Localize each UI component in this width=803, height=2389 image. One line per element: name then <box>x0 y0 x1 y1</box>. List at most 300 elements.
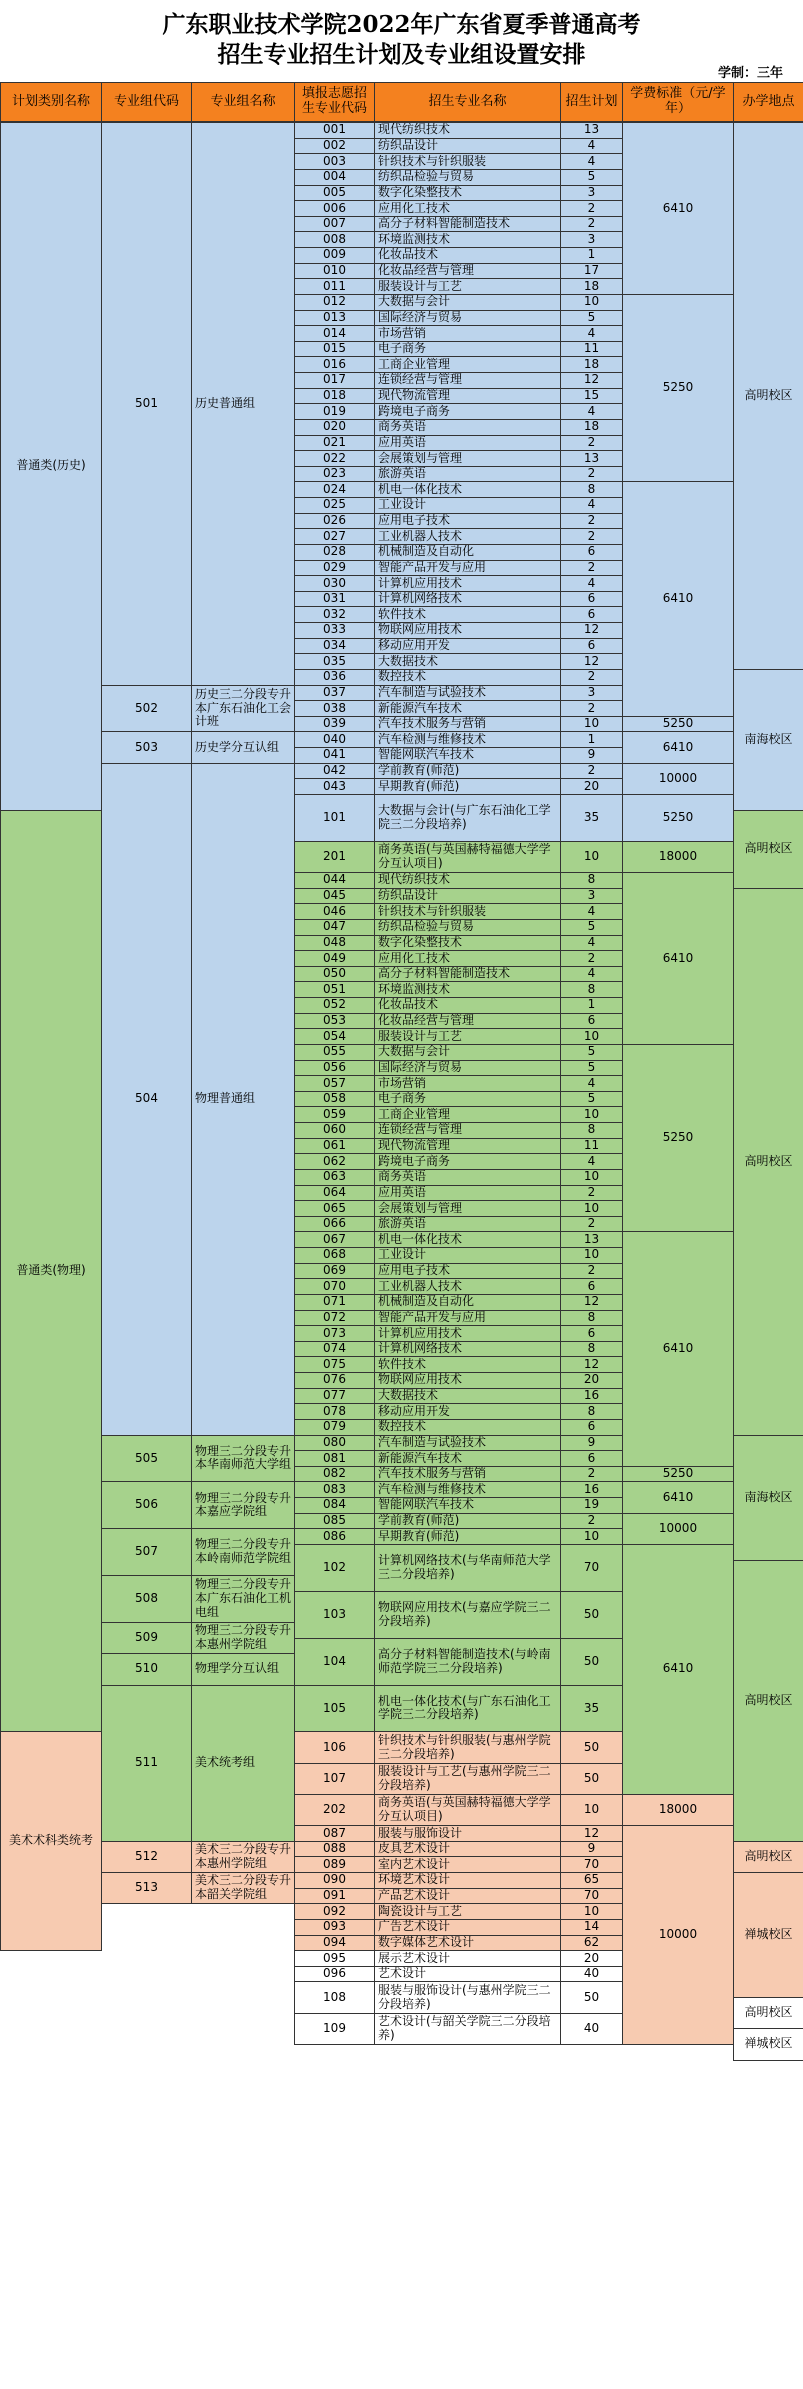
major-code: 063 <box>294 1169 375 1186</box>
enrollment-plan: 12 <box>560 622 623 639</box>
major-code: 043 <box>294 778 375 795</box>
major-code: 009 <box>294 247 375 264</box>
tuition-fee: 5250 <box>622 1466 734 1483</box>
enrollment-plan: 2 <box>560 1216 623 1233</box>
major-name: 智能网联汽车技术 <box>374 1497 561 1514</box>
campus-location: 高明校区 <box>733 888 803 1436</box>
group-code: 511 <box>101 1685 192 1842</box>
enrollment-plan: 4 <box>560 966 623 983</box>
major-name: 数控技术 <box>374 669 561 686</box>
enrollment-plan: 6 <box>560 544 623 561</box>
enrollment-plan: 40 <box>560 2013 623 2045</box>
enrollment-plan: 62 <box>560 1935 623 1952</box>
major-name: 数字化染整技术 <box>374 935 561 952</box>
major-code: 018 <box>294 388 375 405</box>
major-code: 050 <box>294 966 375 983</box>
enrollment-plan: 35 <box>560 1685 623 1733</box>
major-code: 088 <box>294 1841 375 1858</box>
major-code: 077 <box>294 1388 375 1405</box>
major-name: 汽车制造与试验技术 <box>374 1435 561 1452</box>
enrollment-plan: 5 <box>560 310 623 327</box>
enrollment-plan: 35 <box>560 794 623 842</box>
group-name: 历史三二分段专升本广东石油化工会计班 <box>191 685 295 733</box>
enrollment-plan: 12 <box>560 1294 623 1311</box>
enrollment-plan: 1 <box>560 247 623 264</box>
major-code: 004 <box>294 169 375 186</box>
major-name: 早期教育(师范) <box>374 778 561 795</box>
column-header: 招生计划 <box>560 82 623 122</box>
enrollment-plan: 10 <box>560 716 623 733</box>
major-code: 093 <box>294 1919 375 1936</box>
enrollment-plan: 14 <box>560 1919 623 1936</box>
major-name: 室内艺术设计 <box>374 1856 561 1873</box>
major-name: 物联网应用技术(与嘉应学院三二分段培养) <box>374 1591 561 1639</box>
enrollment-plan: 4 <box>560 1075 623 1092</box>
major-name: 化妆品经营与管理 <box>374 1013 561 1030</box>
enrollment-plan: 4 <box>560 903 623 920</box>
group-name: 历史学分互认组 <box>191 731 295 763</box>
major-code: 091 <box>294 1888 375 1905</box>
group-code: 509 <box>101 1622 192 1654</box>
enrollment-plan: 2 <box>560 1185 623 1202</box>
major-code: 046 <box>294 903 375 920</box>
major-name: 软件技术 <box>374 606 561 623</box>
enrollment-plan: 10 <box>560 1200 623 1217</box>
column-header: 专业组名称 <box>191 82 295 122</box>
major-name: 连锁经营与管理 <box>374 1122 561 1139</box>
major-name: 移动应用开发 <box>374 638 561 655</box>
column-header: 招生专业名称 <box>374 82 561 122</box>
major-name: 服装与服饰设计 <box>374 1825 561 1842</box>
tuition-fee: 18000 <box>622 1794 734 1826</box>
major-code: 053 <box>294 1013 375 1030</box>
enrollment-plan: 2 <box>560 1263 623 1280</box>
major-code: 070 <box>294 1278 375 1295</box>
major-name: 服装设计与工艺(与惠州学院三二分段培养) <box>374 1763 561 1795</box>
group-name: 美术三二分段专升本惠州学院组 <box>191 1841 295 1873</box>
major-code: 011 <box>294 278 375 295</box>
major-name: 环境监测技术 <box>374 231 561 248</box>
group-code: 508 <box>101 1575 192 1623</box>
major-code: 202 <box>294 1794 375 1826</box>
enrollment-plan: 2 <box>560 950 623 967</box>
enrollment-plan: 50 <box>560 1591 623 1639</box>
enrollment-plan: 2 <box>560 435 623 452</box>
enrollment-plan: 50 <box>560 1731 623 1763</box>
enrollment-plan: 10 <box>560 1528 623 1545</box>
major-code: 108 <box>294 1981 375 2013</box>
group-code: 503 <box>101 731 192 763</box>
enrollment-plan: 17 <box>560 263 623 280</box>
major-code: 078 <box>294 1403 375 1420</box>
enrollment-plan: 11 <box>560 341 623 358</box>
enrollment-plan: 2 <box>560 466 623 483</box>
enrollment-plan: 10 <box>560 1028 623 1045</box>
major-name: 针织技术与针织服装(与惠州学院三二分段培养) <box>374 1731 561 1763</box>
group-name: 物理三二分段专升本惠州学院组 <box>191 1622 295 1654</box>
enrollment-plan: 11 <box>560 1138 623 1155</box>
major-name: 艺术设计(与韶关学院三二分段培养) <box>374 2013 561 2045</box>
major-code: 022 <box>294 450 375 467</box>
major-name: 数字化染整技术 <box>374 185 561 202</box>
major-name: 智能产品开发与应用 <box>374 1310 561 1327</box>
major-name: 计算机应用技术 <box>374 575 561 592</box>
enrollment-plan: 4 <box>560 935 623 952</box>
title-line-2: 招生专业招生计划及专业组设置安排 <box>217 41 586 68</box>
enrollment-plan: 50 <box>560 1638 623 1686</box>
title-line-1: 广东职业技术学院2022年广东省夏季普通高考 <box>162 11 641 38</box>
major-name: 现代物流管理 <box>374 1138 561 1155</box>
enrollment-plan: 2 <box>560 216 623 233</box>
major-code: 024 <box>294 481 375 498</box>
major-name: 工业设计 <box>374 1247 561 1264</box>
enrollment-plan: 4 <box>560 575 623 592</box>
major-name: 计算机网络技术 <box>374 1341 561 1358</box>
tuition-fee: 10000 <box>622 1825 734 2045</box>
major-name: 跨境电子商务 <box>374 1153 561 1170</box>
major-name: 服装设计与工艺 <box>374 1028 561 1045</box>
tuition-fee: 6410 <box>622 1544 734 1795</box>
major-name: 机电一体化技术 <box>374 481 561 498</box>
enrollment-plan: 13 <box>560 122 623 139</box>
enrollment-plan: 6 <box>560 591 623 608</box>
major-name: 市场营销 <box>374 1075 561 1092</box>
major-code: 107 <box>294 1763 375 1795</box>
major-code: 048 <box>294 935 375 952</box>
group-code: 504 <box>101 763 192 1436</box>
major-name: 大数据技术 <box>374 1388 561 1405</box>
group-name: 美术统考组 <box>191 1685 295 1842</box>
major-name: 化妆品经营与管理 <box>374 263 561 280</box>
major-code: 095 <box>294 1950 375 1967</box>
major-name: 旅游英语 <box>374 1216 561 1233</box>
major-name: 应用英语 <box>374 435 561 452</box>
major-name: 纺织品检验与贸易 <box>374 919 561 936</box>
major-code: 085 <box>294 1513 375 1530</box>
major-name: 环境监测技术 <box>374 981 561 998</box>
enrollment-plan: 2 <box>560 528 623 545</box>
tuition-fee: 10000 <box>622 763 734 795</box>
enrollment-plan: 2 <box>560 200 623 217</box>
major-name: 纺织品设计 <box>374 888 561 905</box>
major-name: 化妆品技术 <box>374 247 561 264</box>
major-name: 商务英语 <box>374 1169 561 1186</box>
major-name: 汽车技术服务与营销 <box>374 716 561 733</box>
major-name: 纺织品设计 <box>374 138 561 155</box>
enrollment-plan: 6 <box>560 1419 623 1436</box>
campus-location: 南海校区 <box>733 669 803 811</box>
enrollment-plan: 2 <box>560 763 623 780</box>
major-code: 094 <box>294 1935 375 1952</box>
major-code: 084 <box>294 1497 375 1514</box>
major-code: 051 <box>294 981 375 998</box>
enrollment-plan: 6 <box>560 1450 623 1467</box>
major-name: 计算机网络技术(与华南师范大学三二分段培养) <box>374 1544 561 1592</box>
tuition-fee: 6410 <box>622 1481 734 1513</box>
major-name: 汽车检测与维修技术 <box>374 1481 561 1498</box>
major-name: 会展策划与管理 <box>374 1200 561 1217</box>
major-code: 104 <box>294 1638 375 1686</box>
major-name: 艺术设计 <box>374 1966 561 1983</box>
enrollment-plan: 2 <box>560 669 623 686</box>
enrollment-plan: 20 <box>560 1372 623 1389</box>
enrollment-plan: 50 <box>560 1763 623 1795</box>
campus-location: 禅城校区 <box>733 1872 803 1998</box>
major-name: 机械制造及自动化 <box>374 1294 561 1311</box>
major-name: 国际经济与贸易 <box>374 1060 561 1077</box>
enrollment-plan: 15 <box>560 388 623 405</box>
enrollment-plan: 12 <box>560 653 623 670</box>
enrollment-plan: 3 <box>560 888 623 905</box>
major-code: 008 <box>294 231 375 248</box>
major-code: 042 <box>294 763 375 780</box>
enrollment-plan: 19 <box>560 1497 623 1514</box>
major-code: 025 <box>294 497 375 514</box>
major-code: 061 <box>294 1138 375 1155</box>
major-name: 针织技术与针织服装 <box>374 903 561 920</box>
major-code: 003 <box>294 153 375 170</box>
major-name: 会展策划与管理 <box>374 450 561 467</box>
major-name: 计算机网络技术 <box>374 591 561 608</box>
enrollment-plan: 5 <box>560 169 623 186</box>
major-name: 汽车制造与试验技术 <box>374 685 561 702</box>
major-name: 大数据与会计 <box>374 294 561 311</box>
study-duration: 学制：三年 <box>717 66 783 81</box>
major-name: 高分子材料智能制造技术 <box>374 966 561 983</box>
major-name: 应用英语 <box>374 1185 561 1202</box>
enrollment-plan: 4 <box>560 153 623 170</box>
group-name: 物理三二分段专升本嘉应学院组 <box>191 1481 295 1529</box>
major-name: 工商企业管理 <box>374 1106 561 1123</box>
group-code: 505 <box>101 1435 192 1483</box>
major-name: 展示艺术设计 <box>374 1950 561 1967</box>
tuition-fee: 6410 <box>622 731 734 763</box>
major-code: 031 <box>294 591 375 608</box>
enrollment-plan: 12 <box>560 372 623 389</box>
major-code: 090 <box>294 1872 375 1889</box>
major-code: 033 <box>294 622 375 639</box>
major-code: 092 <box>294 1903 375 1920</box>
enrollment-plan: 12 <box>560 1356 623 1373</box>
major-name: 产品艺术设计 <box>374 1888 561 1905</box>
column-header: 计划类别名称 <box>0 82 102 122</box>
major-name: 汽车检测与维修技术 <box>374 731 561 748</box>
enrollment-plan: 10 <box>560 294 623 311</box>
major-code: 060 <box>294 1122 375 1139</box>
major-code: 045 <box>294 888 375 905</box>
enrollment-plan: 65 <box>560 1872 623 1889</box>
group-name: 物理三二分段专升本华南师范大学组 <box>191 1435 295 1483</box>
enrollment-plan: 70 <box>560 1856 623 1873</box>
tuition-fee: 6410 <box>622 481 734 716</box>
enrollment-plan: 6 <box>560 606 623 623</box>
tuition-fee: 5250 <box>622 794 734 842</box>
major-name: 数控技术 <box>374 1419 561 1436</box>
enrollment-plan: 6 <box>560 1325 623 1342</box>
major-name: 纺织品检验与贸易 <box>374 169 561 186</box>
enrollment-plan: 4 <box>560 1153 623 1170</box>
enrollment-plan: 16 <box>560 1388 623 1405</box>
column-header: 办学地点 <box>733 82 803 122</box>
campus-location: 禅城校区 <box>733 2028 803 2060</box>
major-code: 086 <box>294 1528 375 1545</box>
enrollment-plan: 18 <box>560 356 623 373</box>
enrollment-plan: 8 <box>560 1403 623 1420</box>
major-name: 汽车技术服务与营销 <box>374 1466 561 1483</box>
major-name: 电子商务 <box>374 341 561 358</box>
enrollment-plan: 5 <box>560 919 623 936</box>
enrollment-plan: 70 <box>560 1888 623 1905</box>
major-code: 072 <box>294 1310 375 1327</box>
major-name: 现代纺织技术 <box>374 122 561 139</box>
major-name: 软件技术 <box>374 1356 561 1373</box>
group-name: 物理普通组 <box>191 763 295 1436</box>
major-code: 010 <box>294 263 375 280</box>
major-name: 跨境电子商务 <box>374 403 561 420</box>
enrollment-plan: 8 <box>560 872 623 889</box>
major-code: 032 <box>294 606 375 623</box>
major-code: 049 <box>294 950 375 967</box>
tuition-fee: 6410 <box>622 1231 734 1466</box>
major-code: 038 <box>294 700 375 717</box>
enrollment-plan: 5 <box>560 1044 623 1061</box>
major-name: 物联网应用技术 <box>374 622 561 639</box>
group-name: 物理三二分段专升本广东石油化工机电组 <box>191 1575 295 1623</box>
enrollment-plan: 10 <box>560 1247 623 1264</box>
major-name: 智能网联汽车技术 <box>374 747 561 764</box>
major-code: 030 <box>294 575 375 592</box>
major-code: 101 <box>294 794 375 842</box>
major-code: 064 <box>294 1185 375 1202</box>
group-code: 501 <box>101 122 192 686</box>
major-name: 皮具艺术设计 <box>374 1841 561 1858</box>
major-code: 071 <box>294 1294 375 1311</box>
major-code: 066 <box>294 1216 375 1233</box>
major-name: 市场营销 <box>374 325 561 342</box>
major-name: 高分子材料智能制造技术 <box>374 216 561 233</box>
major-code: 052 <box>294 997 375 1014</box>
major-code: 201 <box>294 841 375 873</box>
campus-location: 高明校区 <box>733 1997 803 2029</box>
major-code: 023 <box>294 466 375 483</box>
major-code: 065 <box>294 1200 375 1217</box>
major-name: 应用电子技术 <box>374 513 561 530</box>
enrollment-plan: 2 <box>560 1513 623 1530</box>
major-code: 001 <box>294 122 375 139</box>
major-name: 商务英语(与英国赫特福德大学学分互认项目) <box>374 1794 561 1826</box>
campus-location: 高明校区 <box>733 122 803 670</box>
enrollment-plan: 4 <box>560 325 623 342</box>
major-code: 076 <box>294 1372 375 1389</box>
major-code: 039 <box>294 716 375 733</box>
plan-category: 普通类(物理) <box>0 810 102 1733</box>
enrollment-plan: 50 <box>560 1981 623 2013</box>
enrollment-plan: 5 <box>560 1060 623 1077</box>
tuition-fee: 18000 <box>622 841 734 873</box>
enrollment-plan: 70 <box>560 1544 623 1592</box>
campus-location: 高明校区 <box>733 1560 803 1842</box>
enrollment-plan: 4 <box>560 497 623 514</box>
major-name: 新能源汽车技术 <box>374 700 561 717</box>
enrollment-plan: 1 <box>560 731 623 748</box>
enrollment-plan: 8 <box>560 981 623 998</box>
major-code: 034 <box>294 638 375 655</box>
major-name: 机电一体化技术 <box>374 1231 561 1248</box>
major-name: 工业设计 <box>374 497 561 514</box>
major-name: 移动应用开发 <box>374 1403 561 1420</box>
major-name: 大数据与会计(与广东石油化工学院三二分段培养) <box>374 794 561 842</box>
major-name: 化妆品技术 <box>374 997 561 1014</box>
enrollment-plan: 2 <box>560 700 623 717</box>
enrollment-plan: 4 <box>560 403 623 420</box>
major-name: 应用化工技术 <box>374 200 561 217</box>
major-code: 021 <box>294 435 375 452</box>
enrollment-plan: 16 <box>560 1481 623 1498</box>
major-code: 026 <box>294 513 375 530</box>
major-code: 047 <box>294 919 375 936</box>
campus-location: 南海校区 <box>733 1435 803 1561</box>
major-code: 062 <box>294 1153 375 1170</box>
plan-category: 美术术科类统考 <box>0 1731 102 1951</box>
major-code: 105 <box>294 1685 375 1733</box>
major-name: 物联网应用技术 <box>374 1372 561 1389</box>
major-code: 096 <box>294 1966 375 1983</box>
enrollment-plan: 2 <box>560 560 623 577</box>
enrollment-plan: 10 <box>560 1794 623 1826</box>
major-name: 应用化工技术 <box>374 950 561 967</box>
tuition-fee: 6410 <box>622 872 734 1045</box>
enrollment-plan: 18 <box>560 419 623 436</box>
major-name: 商务英语(与英国赫特福德大学学分互认项目) <box>374 841 561 873</box>
major-code: 059 <box>294 1106 375 1123</box>
enrollment-plan: 8 <box>560 1122 623 1139</box>
major-code: 089 <box>294 1856 375 1873</box>
major-code: 029 <box>294 560 375 577</box>
major-code: 041 <box>294 747 375 764</box>
major-code: 074 <box>294 1341 375 1358</box>
enrollment-plan: 6 <box>560 1013 623 1030</box>
enrollment-plan: 5 <box>560 1091 623 1108</box>
group-code: 506 <box>101 1481 192 1529</box>
major-name: 商务英语 <box>374 419 561 436</box>
group-name: 物理三二分段专升本岭南师范学院组 <box>191 1528 295 1576</box>
enrollment-plan: 13 <box>560 1231 623 1248</box>
enrollment-plan: 8 <box>560 1310 623 1327</box>
major-name: 早期教育(师范) <box>374 1528 561 1545</box>
enrollment-plan: 8 <box>560 1341 623 1358</box>
major-code: 020 <box>294 419 375 436</box>
major-name: 大数据与会计 <box>374 1044 561 1061</box>
major-name: 陶瓷设计与工艺 <box>374 1903 561 1920</box>
major-code: 027 <box>294 528 375 545</box>
enrollment-plan: 10 <box>560 1169 623 1186</box>
group-code: 507 <box>101 1528 192 1576</box>
enrollment-plan: 20 <box>560 778 623 795</box>
major-code: 044 <box>294 872 375 889</box>
group-code: 512 <box>101 1841 192 1873</box>
enrollment-plan: 2 <box>560 513 623 530</box>
enrollment-plan: 9 <box>560 1841 623 1858</box>
major-code: 017 <box>294 372 375 389</box>
major-code: 069 <box>294 1263 375 1280</box>
major-code: 080 <box>294 1435 375 1452</box>
enrollment-plan: 4 <box>560 138 623 155</box>
tuition-fee: 6410 <box>622 122 734 295</box>
major-code: 057 <box>294 1075 375 1092</box>
major-code: 014 <box>294 325 375 342</box>
major-code: 058 <box>294 1091 375 1108</box>
enrollment-plan: 3 <box>560 185 623 202</box>
